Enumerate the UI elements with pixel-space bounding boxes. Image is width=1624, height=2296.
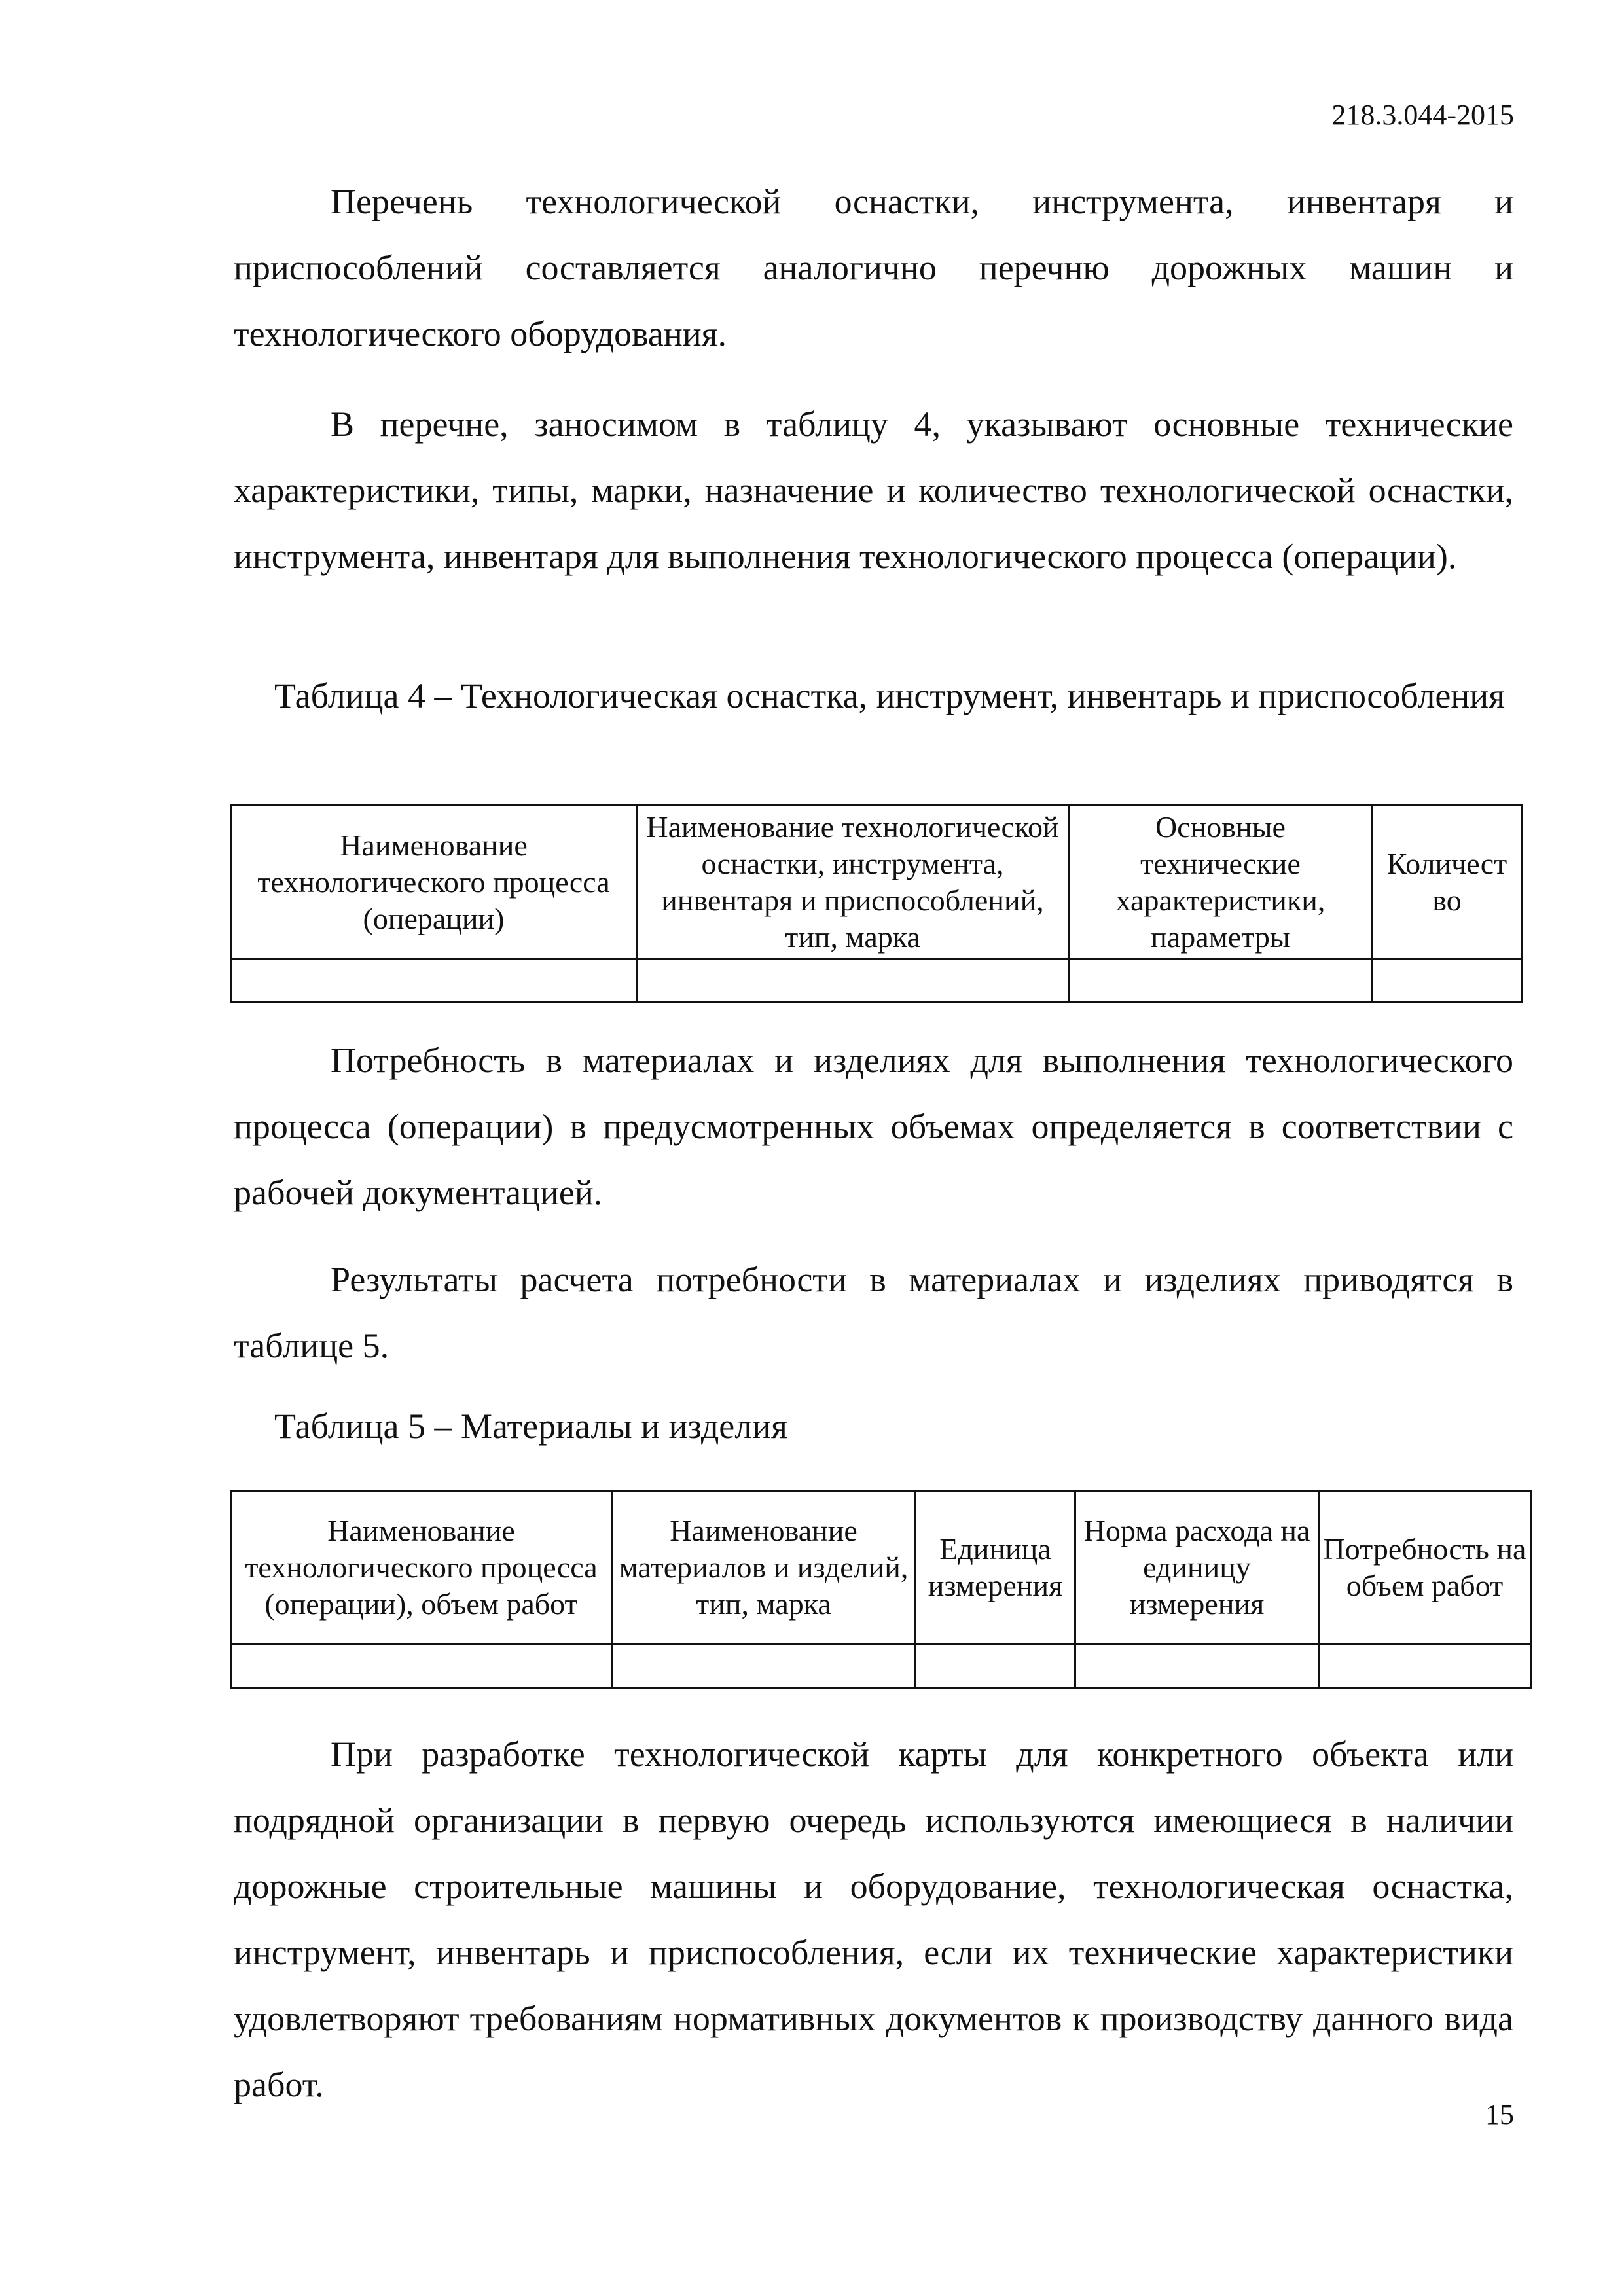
table4-header-row [231,805,1522,960]
table4-header-quantity: Количест во [1373,805,1522,960]
table5-header-process: Наименование технологического процесса (операции), объем работ [231,1492,612,1644]
page-number: 15 [1485,2098,1514,2130]
table-cell [231,960,637,1003]
paragraph-5: При разработке технологической карты для конкретного объекта или подрядной организации в первую очередь используются имеющиеся в наличии дорожные строительные машины и оборудование, технологическая оснастка, инструмент, инвентарь и приспособления, если их технические характеристики удовлетворяют требованиям нормативных документов к производству данного вида работ. [234,1734,1513,2104]
table-cell [916,1644,1075,1688]
table5-header-requirement: Потребность на объем работ [1319,1492,1531,1644]
table-cell [231,1644,612,1688]
table-cell [1075,1644,1319,1688]
table-cell [1319,1644,1531,1688]
paragraph-1: Перечень технологической оснастки, инструмента, инвентаря и приспособлений составляется аналогично перечню дорожных машин и технологического оборудования. [234,182,1513,353]
table5-header-materials: Наименование материалов и изделий, тип, марка [612,1492,916,1644]
table-cell [1069,960,1373,1003]
table-row [231,1644,1531,1688]
table-cell [637,960,1069,1003]
table5-header-rate: Норма расхода на единицу измерения [1075,1492,1319,1644]
table-cell [1373,960,1522,1003]
paragraph-3: Потребность в материалах и изделиях для выполнения технологического процесса (операции) в предусмотренных объемах определяется в соответствии с рабочей документацией. [234,1041,1513,1212]
table4-header-equipment: Наименование технологической оснастки, инструмента, инвентаря и приспособлений, тип, марка [637,805,1069,960]
document-number: 218.3.044-2015 [1331,99,1514,131]
table-cell [612,1644,916,1688]
table5-header-row [231,1492,1531,1644]
table4-header-characteristics: Основные технические характеристики, параметры [1069,805,1373,960]
table4 [230,804,1523,1003]
table-row [231,960,1522,1003]
table5-header-unit: Единица измерения [916,1492,1075,1644]
table5-caption: Таблица 5 – Материалы и изделия [274,1407,787,1446]
table5 [230,1490,1532,1689]
table4-caption: Таблица 4 – Технологическая оснастка, инструмент, инвентарь и приспособления [274,676,1506,715]
paragraph-2: В перечне, заносимом в таблицу 4, указывают основные технические характеристики, типы, марки, назначение и количество технологической оснастки, инструмента, инвентаря для выполнения технологического процесса (операции). [234,404,1513,576]
paragraph-4: Результаты расчета потребности в материалах и изделиях приводятся в таблице 5. [234,1260,1513,1365]
table4-header-process: Наименование технологического процесса (операции) [231,805,637,960]
